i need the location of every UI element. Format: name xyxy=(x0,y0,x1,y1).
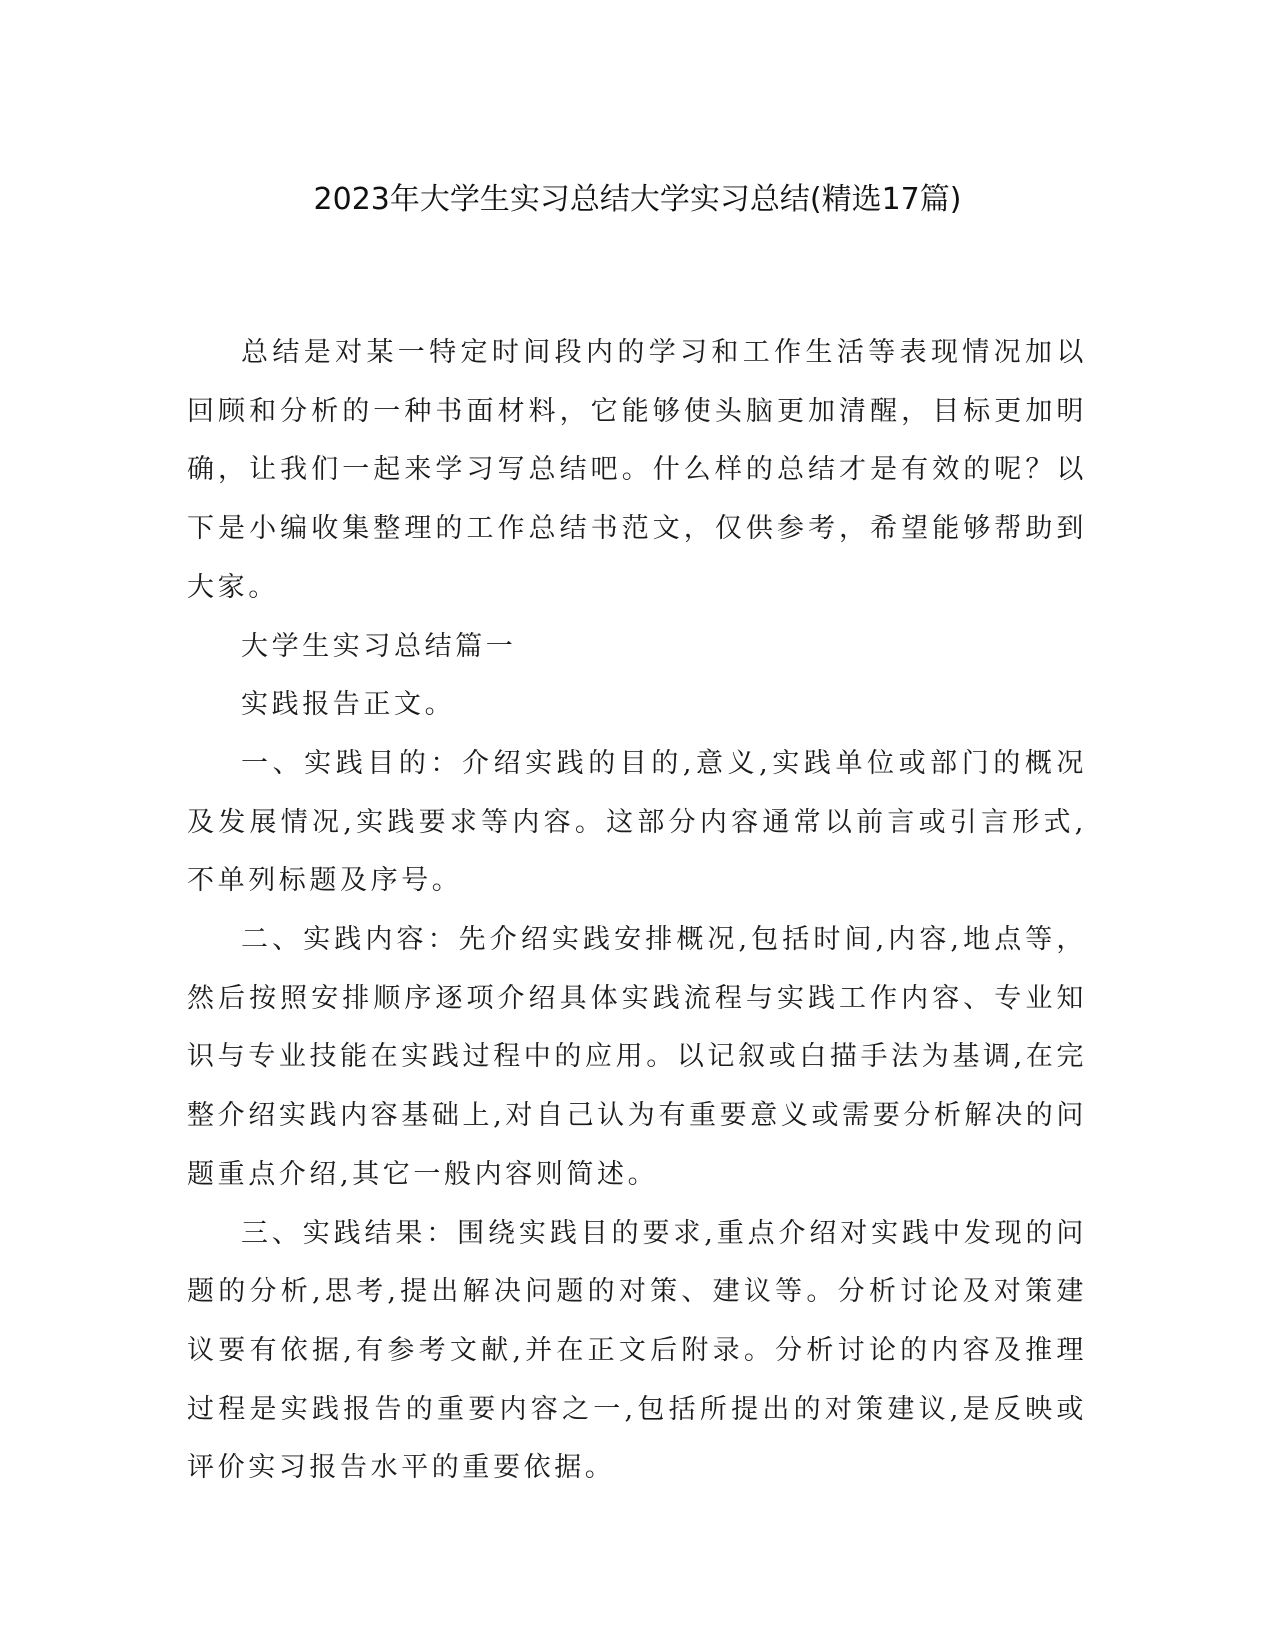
document-title: 2023年大学生实习总结大学实习总结(精选17篇) xyxy=(313,182,962,217)
document-body xyxy=(187,324,1087,1498)
paragraph-results: 三、实践结果：围绕实践目的要求,重点介绍对实践中发现的问题的分析,思考,提出解决问题的对策、建议等。分析讨论及对策建议要有依据,有参考文献,并在正文后附录。分析讨论的内容及推理过程是实践报告的重要内容之一,包括所提出的对策建议,是反映或评价实习报告水平的重要依据。 xyxy=(187,1217,1087,1484)
paragraph-purpose: 一、实践目的：介绍实践的目的,意义,实践单位或部门的概况及发展情况,实践要求等内容。这部分内容通常以前言或引言形式,不单列标题及序号。 xyxy=(187,747,1087,897)
paragraph-report-body: 实践报告正文。 xyxy=(241,689,456,721)
paragraph-content: 二、实践内容：先介绍实践安排概况,包括时间,内容,地点等，然后按照安排顺序逐项介绍具体实践流程与实践工作内容、专业知识与专业技能在实践过程中的应用。以记叙或白描手法为基调,在完整介绍实践内容基础上,对自己认为有重要意义或需要分析解决的问题重点介绍,其它一般内容则简述。 xyxy=(187,924,1087,1190)
section-heading: 大学生实习总结篇一 xyxy=(241,630,517,662)
paragraph-intro: 总结是对某一特定时间段内的学习和工作生活等表现情况加以回顾和分析的一种书面材料，它能够使头脑更加清醒，目标更加明确，让我们一起来学习写总结吧。什么样的总结才是有效的呢？以下是小编收集整理的工作总结书范文，仅供参考，希望能够帮助到大家。 xyxy=(187,337,1087,603)
